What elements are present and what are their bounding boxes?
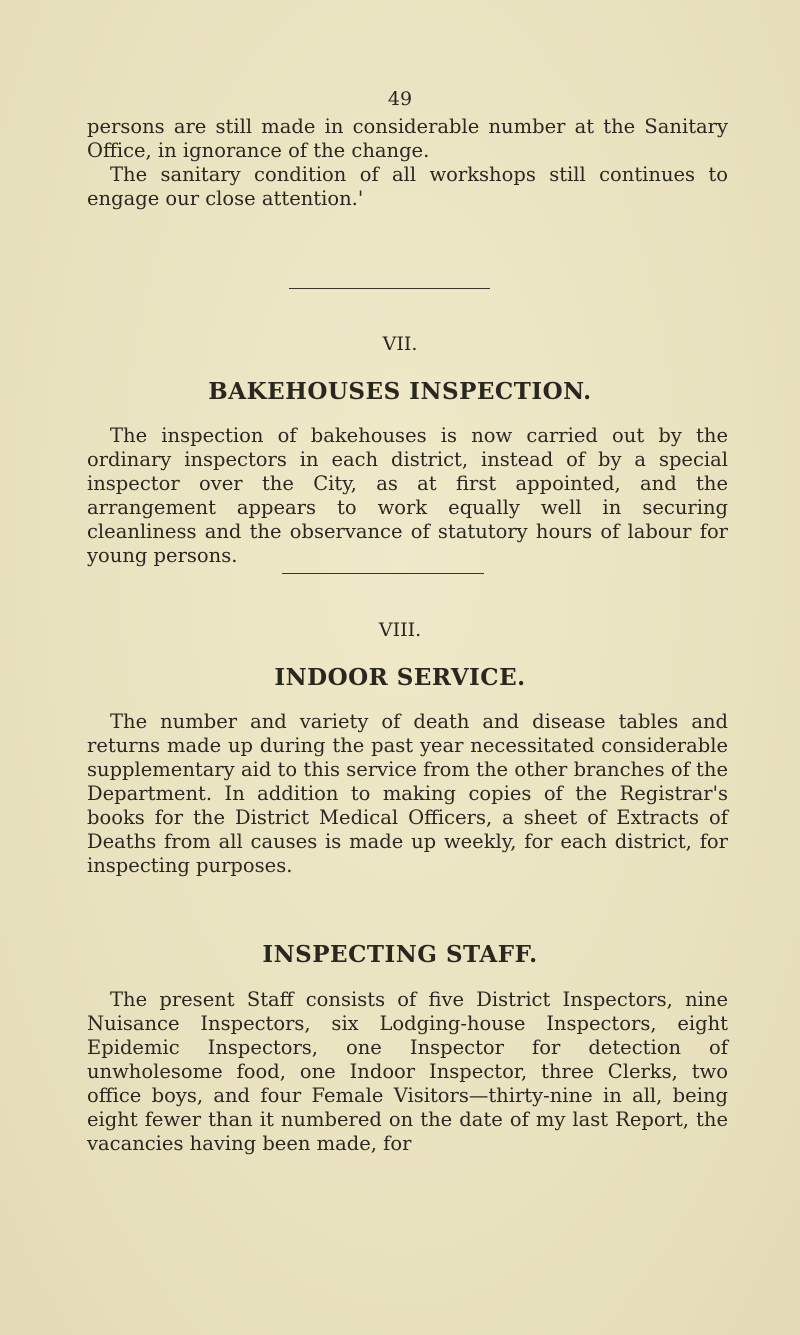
section-body [87,424,728,568]
section-divider [289,288,490,289]
section-body [87,988,728,1156]
section-heading: BAKEHOUSES INSPECTION. [208,378,592,405]
paragraph-inspecting-staff: The present Staff consists of five District Inspectors, nine Nuisance Inspectors, six Lodging-house Inspectors, eight Epidemic Inspectors, one Inspector for detection of unwholesome food, one Indoor Inspector, three Clerks, two office boys, and four Female Visitors—thirty-nine in all, being eight fewer than it numbered on the date of my last Report, the vacancies having been made, for [87,988,728,1155]
opening-text [87,115,728,211]
section-body [87,710,728,878]
paragraph-bakehouses: The inspection of bakehouses is now carried out by the ordinary inspectors in each district, instead of by a special inspector over the City, as at first appointed, and the arrangement appears to work equally well in securing cleanliness and the observance of statutory hours of labour for young persons. [87,424,728,567]
section-numeral: VIII. [378,619,422,641]
section-numeral: VII. [382,333,418,355]
section-divider [282,573,484,574]
page-number: 49 [387,88,413,110]
paragraph-workshops: The sanitary condition of all workshops still continues to engage our close attention.' [87,163,728,210]
section-heading: INSPECTING STAFF. [262,941,538,968]
paragraph-continued: persons are still made in considerable number at the Sanitary Office, in ignorance of the change. [87,115,728,162]
paragraph-indoor-service: The number and variety of death and disease tables and returns made up during the past year necessitated considerable supplementary aid to this service from the other branches of the Department. In addition to making copies of the Registrar's books for the District Medical Officers, a sheet of Extracts of Deaths from all causes is made up weekly, for each district, for inspecting purposes. [87,710,728,877]
section-heading: INDOOR SERVICE. [274,664,526,691]
